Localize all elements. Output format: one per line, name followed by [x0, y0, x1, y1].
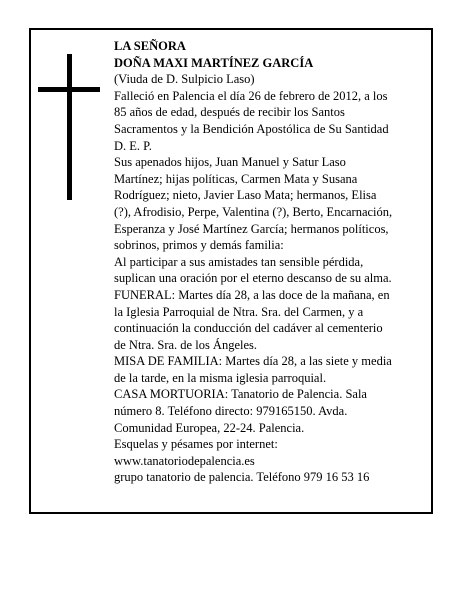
latin-cross-icon — [38, 54, 100, 200]
funeral-line: FUNERAL: Martes día 28, a las doce de la mañana, en — [114, 287, 390, 302]
funeral-line: de Ntra. Sra. de los Ángeles. — [114, 337, 258, 352]
family-line: Sus apenados hijos, Juan Manuel y Satur Laso — [114, 155, 346, 170]
misa-line: de la tarde, en la misma iglesia parroquial. — [114, 370, 327, 385]
obituary-text — [114, 38, 426, 486]
website-link: www.tanatoriodepalencia.es — [114, 453, 255, 468]
contact-line: grupo tanatorio de palencia. Teléfono 979 16 53 16 — [114, 470, 370, 485]
heading: LA SEÑORA — [114, 39, 186, 53]
deceased-name: DOÑA MAXI MARTÍNEZ GARCÍA — [114, 55, 314, 70]
family-line: Rodríguez; nieto, Javier Laso Mata; hermanos, Elisa — [114, 188, 377, 203]
misa-line: MISA DE FAMILIA: Martes día 28, a las siete y media — [114, 354, 392, 369]
widow-line: (Viuda de D. Sulpicio Laso) — [114, 72, 255, 87]
rip-line: D. E. P. — [114, 138, 152, 153]
family-line: Martínez; hijas políticas, Carmen Mata y Susana — [114, 171, 358, 186]
family-line: Esperanza y José Martínez García; hermanos políticos, — [114, 221, 389, 236]
death-line: Sacramentos y la Bendición Apostólica de Su Santidad — [114, 121, 389, 136]
funeral-line: continuación la conducción del cadáver al cementerio — [114, 321, 383, 336]
family-line: (?), Afrodisio, Perpe, Valentina (?), Berto, Encarnación, — [114, 204, 393, 219]
cross-horizontal-bar — [38, 87, 100, 92]
mortuoria-line: CASA MORTUORIA: Tanatorio de Palencia. Sala — [114, 387, 367, 402]
cross-vertical-bar — [67, 54, 72, 200]
family-line: suplican una oración por el eterno descanso de su alma. — [114, 271, 392, 286]
family-line: sobrinos, primos y demás familia: — [114, 238, 284, 253]
funeral-line: la Iglesia Parroquial de Ntra. Sra. del Carmen, y a — [114, 304, 364, 319]
mortuoria-line: número 8. Teléfono directo: 979165150. Avda. — [114, 404, 348, 419]
family-line: Al participar a sus amistades tan sensible pérdida, — [114, 254, 364, 269]
death-line: Falleció en Palencia el día 26 de febrero de 2012, a los — [114, 88, 388, 103]
contact-line: Esquelas y pésames por internet: — [114, 437, 278, 452]
mortuoria-line: Comunidad Europea, 22-24. Palencia. — [114, 420, 305, 435]
death-line: 85 años de edad, después de recibir los Santos — [114, 105, 345, 120]
